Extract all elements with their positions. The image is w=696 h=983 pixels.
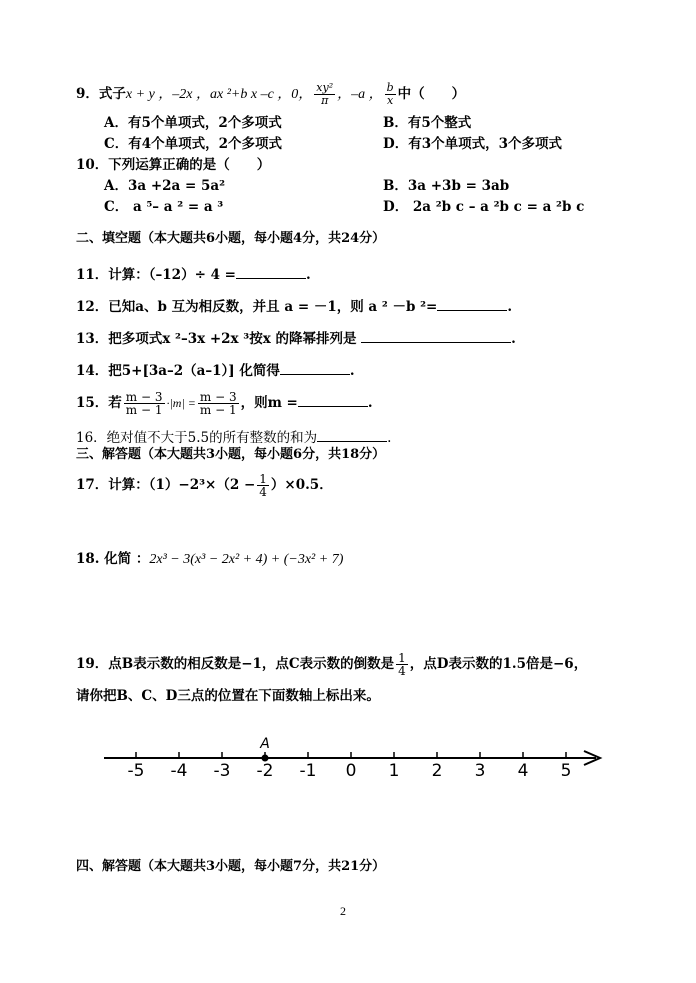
question-19-line-1: 19．点B表示数的相反数是−1，点C表示数的倒数是 $\frac{1}{4}$ ，点D表示数的1.5倍是−6， bbox=[76, 651, 588, 678]
question-14: 14．把5+[3a–2（a–1）] 化简得 . bbox=[76, 360, 355, 380]
q13-answer-blank[interactable] bbox=[361, 328, 511, 343]
section-4-heading: 四、解答题（本大题共3小题，每小题7分，共21分） bbox=[76, 859, 386, 874]
q19-fraction: $\frac{1}{4}$ bbox=[398, 651, 406, 678]
q14-answer-blank[interactable] bbox=[280, 360, 350, 375]
q10-option-c: C． a ⁵– a ² = a ³ bbox=[104, 199, 224, 215]
q9-option-d: D．有3个单项式，3个多项式 bbox=[383, 136, 562, 152]
point-a-marker bbox=[262, 755, 269, 762]
number-line-tick-label: -1 bbox=[299, 761, 317, 781]
section-2-heading: 二、填空题（本大题共6小题，每小题4分，共24分） bbox=[76, 231, 386, 246]
number-line-tick-label: -5 bbox=[127, 761, 145, 781]
q9-fraction-1: $\frac{\text{xy²}}{\pi}$ bbox=[316, 81, 334, 107]
page-number: 2 bbox=[340, 904, 346, 918]
question-10: 10．下列运算正确的是（ ） bbox=[76, 157, 271, 173]
number-line[interactable] bbox=[100, 728, 610, 788]
section-3-heading: 三、解答题（本大题共3小题，每小题6分，共18分） bbox=[76, 447, 386, 462]
question-16: 16．绝对值不大于5.5的所有整数的和为 . bbox=[76, 427, 391, 447]
q10-option-b: B．3a +3b = 3ab bbox=[383, 178, 510, 194]
question-15: 15．若 $\frac{m - 3}{m - 1}$ ·|m| = $\frac{m - 3}{m - 1}$ ，则m = . bbox=[76, 390, 373, 417]
q18-expression: 2x³ − 3(x³ − 2x² + 4) + (−3x² + 7) bbox=[149, 552, 344, 567]
q15-fraction-2: $\frac{m - 3}{m - 1}$ bbox=[199, 390, 237, 417]
number-line-tick-label: 5 bbox=[560, 761, 572, 781]
q9-option-b: B．有5个整式 bbox=[383, 115, 472, 131]
number-line-tick-label: -2 bbox=[256, 761, 274, 781]
q9-option-a: A．有5个单项式，2个多项式 bbox=[104, 115, 282, 131]
point-a-label: A bbox=[260, 736, 270, 752]
question-11: 11．计算：（–12）÷ 4 = . bbox=[76, 264, 311, 284]
question-17: 17．计算：（1）−2³×（2 − $\frac{1}{4}$ ）×0.5． bbox=[76, 472, 333, 499]
q9-suffix: 中（ ） bbox=[397, 86, 466, 102]
question-13: 13．把多项式x ²–3x +2x ³按x 的降幂排列是 . bbox=[76, 328, 516, 348]
question-18: 18. 化简 ：2x³ − 3(x³ − 2x² + 4) + (−3x² + 7) bbox=[76, 551, 344, 567]
q10-option-d: D． 2a ²b c – a ²b c = a ²b c bbox=[383, 199, 585, 215]
question-12: 12．已知a、b 互为相反数，并且 a = －1，则 a ² －b ²= . bbox=[76, 296, 512, 316]
q15-fraction-1: $\frac{m - 3}{m - 1}$ bbox=[125, 390, 163, 417]
number-line-tick-label: -4 bbox=[170, 761, 188, 781]
question-19-line-2: 请你把B、C、D三点的位置在下面数轴上标出来。 bbox=[76, 688, 380, 704]
q10-option-a: A．3a +2a = 5a² bbox=[104, 178, 226, 194]
q9-fraction-2: $\frac{b}{x}$ bbox=[386, 81, 394, 107]
number-line-tick-label: -3 bbox=[213, 761, 231, 781]
q12-answer-blank[interactable] bbox=[437, 296, 507, 311]
q9-prefix: 9．式子 bbox=[76, 86, 126, 102]
question-9 bbox=[76, 82, 465, 107]
number-line-tick-label: 3 bbox=[474, 761, 486, 781]
q15-answer-blank[interactable] bbox=[298, 392, 368, 407]
number-line-tick-label: 0 bbox=[345, 761, 357, 781]
q11-answer-blank[interactable] bbox=[236, 264, 306, 279]
q9-mid: ，–a ， bbox=[337, 87, 383, 102]
q16-answer-blank[interactable] bbox=[317, 427, 387, 442]
q17-fraction: $\frac{1}{4}$ bbox=[259, 472, 267, 499]
q9-expression: x + y ，–2x ，ax ²+b x –c ，0， bbox=[125, 87, 313, 102]
number-line-tick-label: 1 bbox=[388, 761, 400, 781]
number-line-tick-label: 2 bbox=[431, 761, 443, 781]
q9-option-c: C．有4个单项式，2个多项式 bbox=[104, 136, 283, 152]
number-line-tick-label: 4 bbox=[517, 761, 529, 781]
